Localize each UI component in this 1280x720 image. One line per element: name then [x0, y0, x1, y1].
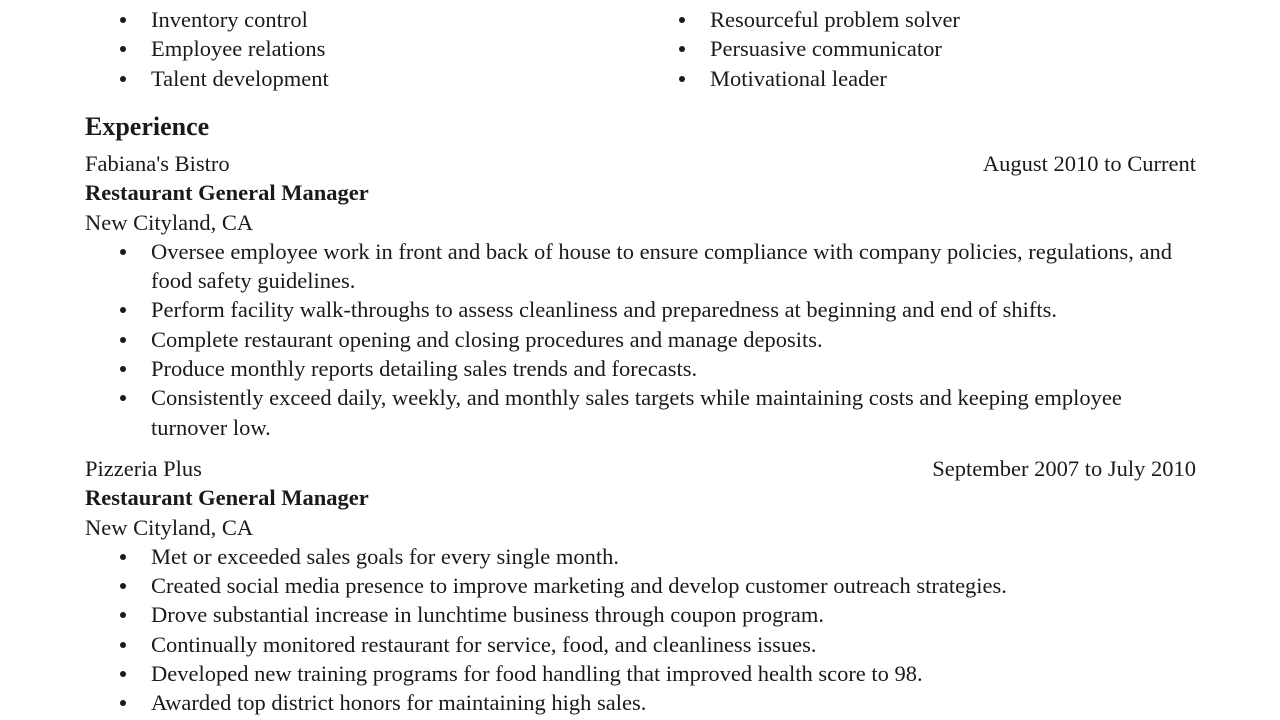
duty-item: Produce monthly reports detailing sales trends and forecasts. — [85, 354, 1175, 383]
job-entry — [85, 149, 1196, 442]
experience-heading: Experience — [85, 112, 210, 141]
skills-list-right — [644, 5, 960, 93]
skill-item: Employee relations — [85, 34, 329, 63]
job-location: New Cityland, CA — [85, 209, 254, 235]
duty-item: Continually monitored restaurant for service, food, and cleanliness issues. — [85, 630, 1175, 659]
duty-item: Awarded top district honors for maintaining high sales. — [85, 688, 1175, 717]
job-entry — [85, 454, 1196, 718]
job-header — [85, 149, 1196, 178]
job-header — [85, 454, 1196, 483]
job-location: New Cityland, CA — [85, 514, 254, 540]
job-dates: September 2007 to July 2010 — [932, 456, 1196, 481]
job-duties-list — [85, 237, 1175, 442]
job-duties-list — [85, 542, 1175, 718]
duty-item: Consistently exceed daily, weekly, and monthly sales targets while maintaining costs and keeping employee turnover low. — [85, 383, 1175, 442]
company-name: Pizzeria Plus — [85, 456, 202, 481]
duty-item: Complete restaurant opening and closing procedures and manage deposits. — [85, 325, 1175, 354]
skill-item: Inventory control — [85, 5, 329, 34]
duty-item: Drove substantial increase in lunchtime business through coupon program. — [85, 600, 1175, 629]
skill-item: Talent development — [85, 64, 329, 93]
skill-item: Persuasive communicator — [644, 34, 960, 63]
skill-item: Resourceful problem solver — [644, 5, 960, 34]
skills-list-left — [85, 5, 329, 93]
company-name: Fabiana's Bistro — [85, 151, 230, 176]
duty-item: Perform facility walk-throughs to assess cleanliness and preparedness at beginning and end of shifts. — [85, 295, 1175, 324]
duty-item: Created social media presence to improve marketing and develop customer outreach strategies. — [85, 571, 1175, 600]
duty-item: Developed new training programs for food handling that improved health score to 98. — [85, 659, 1175, 688]
job-title: Restaurant General Manager — [85, 485, 369, 511]
job-dates: August 2010 to Current — [982, 151, 1196, 176]
duty-item: Oversee employee work in front and back of house to ensure compliance with company policies, regulations, and food safety guidelines. — [85, 237, 1175, 296]
skill-item: Motivational leader — [644, 64, 960, 93]
job-title: Restaurant General Manager — [85, 180, 369, 206]
duty-item: Met or exceeded sales goals for every single month. — [85, 542, 1175, 571]
